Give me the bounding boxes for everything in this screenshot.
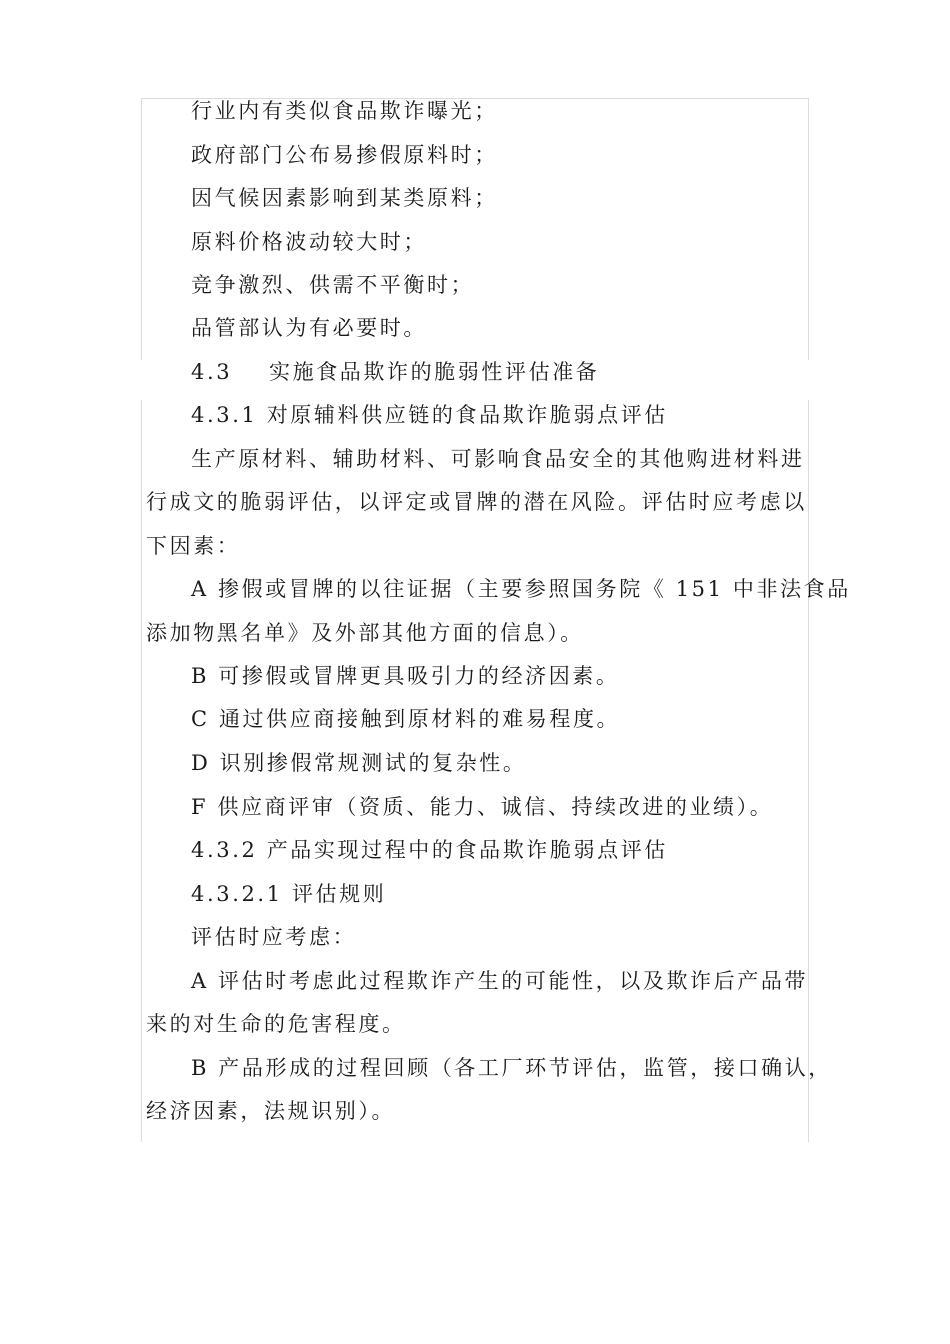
paragraph-line: 评估时应考虑： [191, 925, 357, 949]
factor-item-d: D 识别掺假常规测试的复杂性。 [191, 751, 527, 775]
rule-item-a: A 评估时考虑此过程欺诈产生的可能性，以及欺诈后产品带 [191, 969, 809, 993]
section-number: 4.3 [191, 360, 233, 384]
rule-item-a-continued: 来的对生命的危害程度。 [146, 1012, 406, 1036]
frame-right-border-upper [808, 98, 809, 360]
frame-left-border-upper [141, 98, 142, 360]
factor-item-a: A 掺假或冒牌的以往证据（主要参照国务院《 151 中非法食品 [191, 577, 851, 601]
factor-item-b: B 可掺假或冒牌更具吸引力的经济因素。 [191, 664, 620, 688]
list-item: 品管部认为有必要时。 [191, 316, 427, 340]
rule-item-b: B 产品形成的过程回顾（各工厂环节评估，监管，接口确认， [191, 1056, 832, 1080]
section-heading-4-3 [191, 357, 599, 387]
paragraph-line: 下因素： [146, 534, 241, 558]
factor-item-f: F 供应商评审（资质、能力、诚信、持续改进的业绩）。 [191, 795, 774, 819]
factor-item-a-continued: 添加物黑名单》及外部其他方面的信息）。 [146, 621, 584, 645]
frame-left-border-lower [141, 400, 142, 1142]
paragraph-line: 生产原材料、辅助材料、可影响食品安全的其他购进材料进 [191, 447, 805, 471]
factor-item-c: C 通过供应商接触到原材料的难易程度。 [191, 707, 621, 731]
list-item: 行业内有类似食品欺诈曝光； [191, 99, 498, 123]
subsection-heading-4-3-1: 4.3.1 对原辅料供应链的食品欺诈脆弱点评估 [191, 403, 668, 427]
subsection-heading-4-3-2-1: 4.3.2.1 评估规则 [191, 882, 387, 906]
paragraph-line: 行成文的脆弱评估，以评定或冒牌的潜在风险。评估时应考虑以 [146, 490, 807, 514]
rule-item-b-continued: 经济因素，法规识别）。 [146, 1099, 396, 1123]
list-item: 竞争激烈、供需不平衡时； [191, 273, 475, 297]
list-item: 政府部门公布易掺假原料时； [191, 143, 498, 167]
list-item: 原料价格波动较大时； [191, 230, 427, 254]
section-title: 实施食品欺诈的脆弱性评估准备 [269, 360, 600, 384]
subsection-heading-4-3-2: 4.3.2 产品实现过程中的食品欺诈脆弱点评估 [191, 838, 668, 862]
list-item: 因气候因素影响到某类原料； [191, 186, 498, 210]
frame-right-border-lower [808, 400, 809, 1142]
